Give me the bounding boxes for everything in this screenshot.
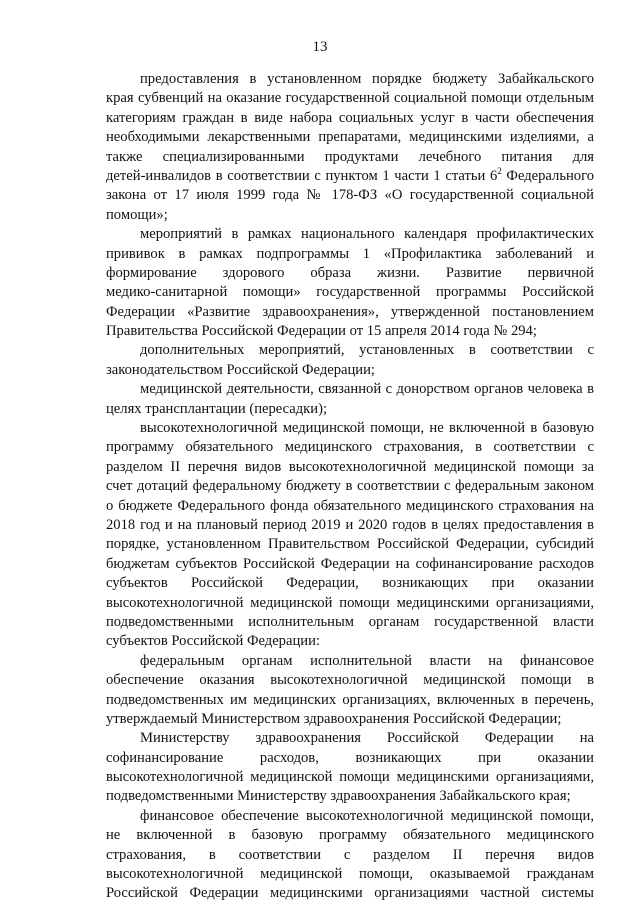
text-line xyxy=(106,574,594,593)
text-line-content: медицинской деятельности, связанной с донорством органов человека в xyxy=(140,381,594,398)
text-line xyxy=(106,361,594,380)
text-line-content: программу обязательного медицинского страхования, в соответствии с xyxy=(106,439,594,456)
text-line xyxy=(106,691,594,710)
text-line xyxy=(106,846,594,865)
text-line-content: высокотехнологичной медицинской помощи, не включенной в базовую xyxy=(140,420,594,437)
text-line xyxy=(106,458,594,477)
text-line-content: утверждаемый Министерством здравоохранения Российской Федерации; xyxy=(106,710,562,727)
text-line-content: законодательством Российской Федерации; xyxy=(106,361,375,378)
text-line-content: необходимыми лекарственными препаратами, медицинскими изделиями, а xyxy=(106,129,594,146)
text-line-content: субъектов Российской Федерации, возникающих при оказании xyxy=(106,575,594,592)
body-text xyxy=(106,70,594,904)
text-line-content: также специализированными продуктами лечебного питания для xyxy=(106,148,594,165)
text-line xyxy=(106,594,594,613)
text-line xyxy=(106,710,594,729)
text-line-content: Правительства Российской Федерации от 15 апреля 2014 года № 294; xyxy=(106,323,537,340)
text-line xyxy=(106,303,594,322)
text-line-content: предоставления в установленном порядке бюджету Забайкальского xyxy=(140,71,594,87)
text-line-content: 2018 год и на плановый период 2019 и 2020 годов в целях предоставления в xyxy=(106,516,594,533)
text-line-content: страхования, в соответствии с разделом II перечня видов xyxy=(106,846,594,863)
text-line xyxy=(106,497,594,516)
text-line xyxy=(106,148,594,167)
text-line xyxy=(106,477,594,496)
text-line-content: категориям граждан в виде набора социальных услуг в части обеспечения xyxy=(106,109,594,126)
text-line-content: Федерации «Развитие здравоохранения», утвержденной постановлением xyxy=(106,303,594,320)
text-line-content: субъектов Российской Федерации: xyxy=(106,633,320,650)
text-line xyxy=(106,245,594,264)
text-line-content: подведомственными исполнительным органам государственной власти xyxy=(106,613,594,630)
text-line-content: подведомственными Министерству здравоохранения Забайкальского края; xyxy=(106,788,571,805)
text-line xyxy=(106,400,594,419)
text-line xyxy=(106,419,594,438)
text-line xyxy=(106,264,594,283)
text-line-content: федеральным органам исполнительной власти на финансовое xyxy=(140,652,594,669)
text-line xyxy=(106,516,594,535)
text-line xyxy=(106,322,594,341)
text-line-content: мероприятий в рамках национального календаря профилактических xyxy=(140,226,594,243)
page-number: 13 xyxy=(312,39,328,55)
text-line-content: высокотехнологичной медицинской помощи медицинскими организациями, xyxy=(106,769,594,786)
text-line-continuation: Федерального xyxy=(501,167,595,184)
text-line-content: порядке, установленном Правительством Российской Федерации, субсидий xyxy=(106,536,594,553)
text-line xyxy=(106,884,594,903)
text-line xyxy=(106,768,594,787)
text-line xyxy=(106,167,594,186)
text-line xyxy=(106,225,594,244)
text-line-content: формирование здорового образа жизни. Развитие первичной xyxy=(106,264,594,281)
text-line xyxy=(106,671,594,690)
text-line xyxy=(106,749,594,768)
text-line-content: помощи»; xyxy=(106,206,168,223)
text-line-content: не включенной в базовую программу обязательного медицинского xyxy=(106,827,594,844)
text-line-content: детей-инвалидов в соответствии с пунктом 1 части 1 статьи 6 xyxy=(106,167,498,184)
text-line xyxy=(106,729,594,748)
text-line xyxy=(106,652,594,671)
text-line xyxy=(106,613,594,632)
text-line xyxy=(106,826,594,845)
text-line xyxy=(106,865,594,884)
text-line-content: финансовое обеспечение высокотехнологичной медицинской помощи, xyxy=(140,807,594,824)
text-line xyxy=(106,632,594,651)
text-line xyxy=(106,380,594,399)
text-line-content: прививок в рамках подпрограммы 1 «Профилактика заболеваний и xyxy=(106,245,594,262)
text-line-content: бюджетам субъектов Российской Федерации на софинансирование расходов xyxy=(106,555,594,572)
text-line-content: Министерству здравоохранения Российской Федерации на xyxy=(140,730,594,747)
text-line-content: закона от 17 июля 1999 года № 178-ФЗ «О государственной социальной xyxy=(106,187,594,204)
superscript: 2 xyxy=(497,165,502,176)
text-line-content: софинансирование расходов, возникающих при оказании xyxy=(106,749,594,766)
text-line-content: Российской Федерации медицинскими организациями частной системы xyxy=(106,885,594,902)
text-line xyxy=(106,109,594,128)
text-line xyxy=(106,70,594,89)
text-line-content: обеспечение оказания высокотехнологичной медицинской помощи в xyxy=(106,672,594,689)
text-line xyxy=(106,341,594,360)
text-line-content: высокотехнологичной медицинской помощи, оказываемой гражданам xyxy=(106,866,594,883)
text-line-content: о бюджете Федерального фонда обязательного медицинского страхования на xyxy=(106,497,594,514)
text-line-content: высокотехнологичной медицинской помощи медицинскими организациями, xyxy=(106,594,594,611)
text-line-content: подведомственных им медицинских организациях, включенных в перечень, xyxy=(106,691,594,708)
text-line xyxy=(106,438,594,457)
text-line xyxy=(106,787,594,806)
text-line-content: медико-санитарной помощи» государственной программы Российской xyxy=(106,284,594,301)
text-line xyxy=(106,283,594,302)
text-line-content: края субвенций на оказание государственной социальной помощи отдельным xyxy=(106,90,594,107)
text-line xyxy=(106,206,594,225)
text-line-content: целях трансплантации (пересадки); xyxy=(106,400,327,417)
text-line xyxy=(106,186,594,205)
text-line xyxy=(106,89,594,108)
text-line xyxy=(106,128,594,147)
text-line-content: разделом II перечня видов высокотехнологичной медицинской помощи за xyxy=(106,458,594,475)
text-line xyxy=(106,807,594,826)
text-line-content: счет дотаций федеральному бюджету в соответствии с федеральным законом xyxy=(106,478,594,495)
text-line-content: дополнительных мероприятий, установленных в соответствии с xyxy=(140,342,594,359)
text-line xyxy=(106,535,594,554)
text-line xyxy=(106,555,594,574)
